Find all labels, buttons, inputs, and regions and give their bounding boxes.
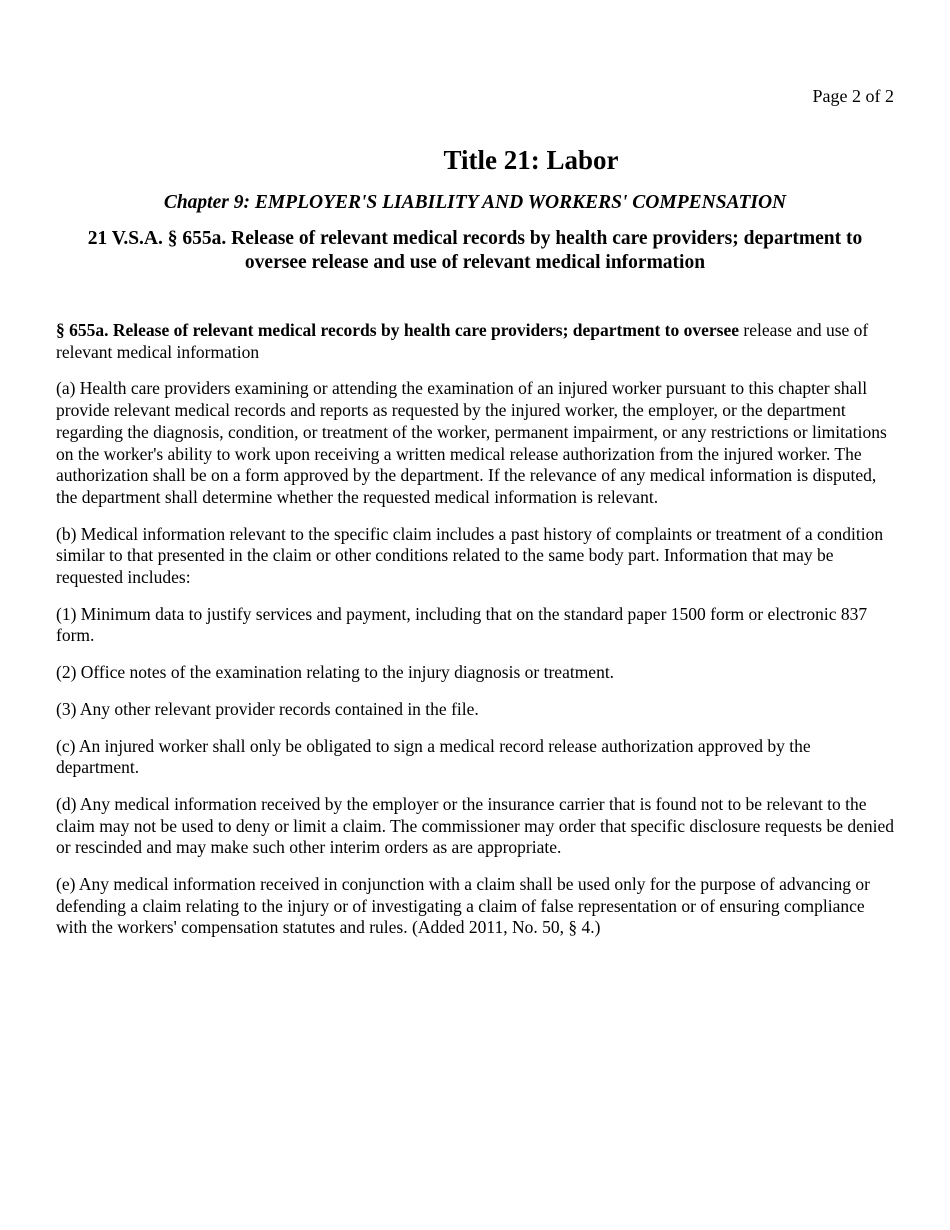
section-heading: 21 V.S.A. § 655a. Release of relevant medical records by health care providers; department to oversee release and use of relevant medical information (87, 228, 863, 273)
paragraph-d: (d) Any medical information received by the employer or the insurance carrier that is found not to be relevant to the claim may not be used to deny or limit a claim. The commissioner may order that specific disclosure requests be denied or rescinded and may make such other interim orders as are appropriate. (56, 793, 894, 858)
paragraph-c: (c) An injured worker shall only be obligated to sign a medical record release authorization approved by the department. (56, 735, 811, 778)
chapter-heading: Chapter 9: EMPLOYER'S LIABILITY AND WORKERS' COMPENSATION (163, 192, 787, 213)
section-lead-normal: release and use of relevant medical information (56, 320, 869, 362)
section-lead-bold: § 655a. Release of relevant medical records by health care providers; department to oversee (56, 320, 739, 340)
paragraph-b-1: (1) Minimum data to justify services and payment, including that on the standard paper 1500 form or electronic 837 form. (56, 603, 868, 646)
paragraph-a: (a) Health care providers examining or attending the examination of an injured worker pursuant to this chapter shall provide relevant medical records and reports as requested by the injured worker, the employer, or the department regarding the diagnosis, condition, or treatment of the worker, permanent impairment, or any restrictions or limitations on the worker's ability to work upon receiving a written medical release authorization from the injured worker. The authorization shall be on a form approved by the department. If the relevance of any medical information is disputed, the department shall determine whether the requested medical information is relevant. (56, 378, 887, 507)
section-lead (56, 320, 894, 363)
paragraph-e: (e) Any medical information received in conjunction with a claim shall be used only for the purpose of advancing or defending a claim relating to the injury or of investigating a claim of false representation or of ensuring compliance with the workers' compensation statutes and rules. (Added 2011, No. 50, § 4.) (56, 874, 870, 938)
paragraph-b-2: (2) Office notes of the examination relating to the injury diagnosis or treatment. (56, 662, 615, 683)
document-title: Title 21: Labor (443, 145, 619, 175)
paragraph-b: (b) Medical information relevant to the specific claim includes a past history of complaints or treatment of a condition similar to that presented in the claim or other conditions related to the same body part. Information that may be requested includes: (56, 523, 884, 588)
paragraph-b-3: (3) Any other relevant provider records contained in the file. (56, 698, 479, 719)
page-number: Page 2 of 2 (812, 86, 894, 106)
document-body (56, 143, 894, 939)
